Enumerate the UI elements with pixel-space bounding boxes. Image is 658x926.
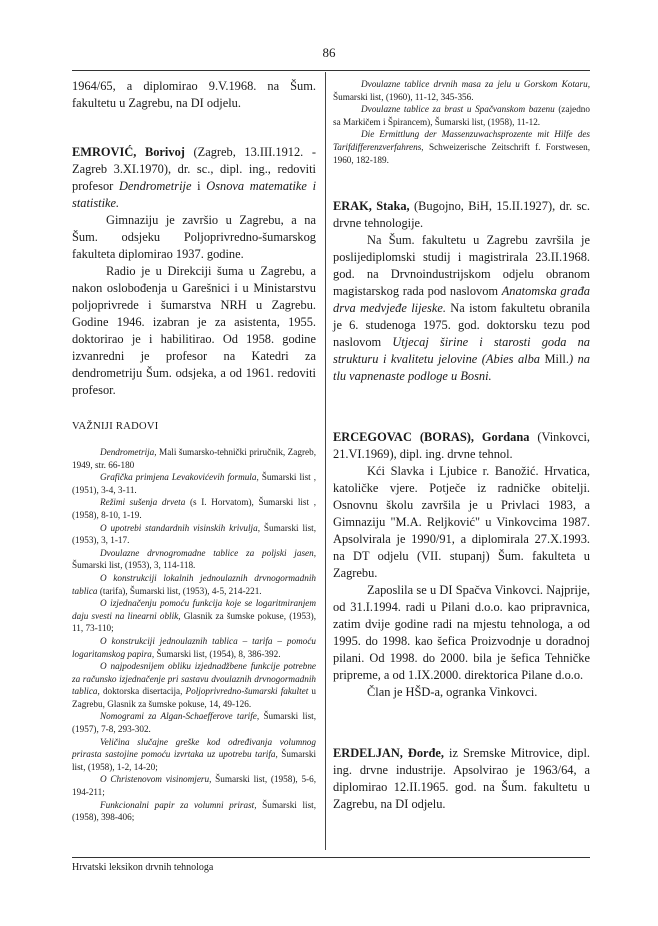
work-details: doktorska disertacija, [99, 686, 186, 697]
work-title-secondary: Poljoprivredno-šumarski fakultet [185, 686, 309, 697]
work-item [72, 471, 316, 496]
emrovic-intro: (Zagreb, 13.III.1912. - Zagreb 3.XI.1970), dr. sc., dipl. ing., redoviti profesor [72, 145, 316, 193]
work-title: Nomogrami za Algan-Schaefferove tarife, [100, 711, 260, 722]
ercegovac-heading [333, 429, 590, 463]
erak-dissertation-end: ) na tlu vapnenaste podloge u Bosni. [333, 352, 590, 384]
work-title: O izjednačenju pomoću funkcija koje se logaritmiranjem daju svesti na linearni oblik, [72, 598, 316, 621]
erak-mill: Mill. [544, 352, 569, 367]
emrovic-subject-2: Osnova matematike i statistike. [72, 179, 317, 210]
work-details: Šumarski list , (1951), 3-4, 3-11. [72, 472, 316, 495]
erdeljan-intro: iz Sremske Mitrovice, dipl. ing. drvne industrije. Apsolvirao je 1963/64, a diplomirao 12.II.1965. god. na Šum. fakultetu u Zagrebu, na DI odjelu. [333, 746, 591, 812]
entry-erak [333, 198, 590, 385]
ercegovac-intro: (Vinkovci, 21.VI.1969), dipl. ing. drvne tehnol. [333, 430, 590, 462]
ercegovac-paragraph-3: Član je HŠD-a, ogranka Vinkovci. [367, 685, 538, 700]
erak-thesis-title: Anatomska građa drva medvjeđe lijeske. [333, 284, 591, 316]
left-column [72, 78, 316, 824]
work-title: Dvoulazne tablice za brast u Spačvanskom bazenu [361, 104, 555, 115]
ercegovac-paragraph-2: Zaposlila se u DI Spačva Vinkovci. Najprije, od 31.I.1994. radi u Pilani d.o.o. kao pripravnica, zatim dvije godine radi na mjestu tehnologa, a od 1995. do 1998. kao šefica Proizvodnje u doradnoj pilani. Od 1998. do 2000. bila je šefica Tehničke pripreme, a od 1.IX.2000. direktorica Pilane d.o.o. [333, 583, 590, 683]
erak-name: ERAK, Staka, [333, 199, 410, 214]
work-item [72, 446, 316, 471]
work-item [72, 597, 316, 635]
erak-text-b: Na istom fakultetu obranila je 6. studenoga 1975. god. doktorsku tezu pod naslovom [333, 301, 590, 350]
erak-paragraph [333, 232, 590, 385]
work-title: Dendrometrija, [100, 447, 157, 457]
work-item [333, 103, 590, 128]
work-title: Dvoulazne tablice drvnih masa za jelu u Gorskom Kotaru, [361, 79, 590, 89]
emrovic-paragraph-2: Radio je u Direkciji šuma u Zagrebu, a nakon oslobođenja u Garešnici i u Ministarstvu poljoprivrede i šumarstva NRH u Zagrebu. Godine 1946. izabran je za asistenta, 1955. doktorirao je i habilitirao. Od 1958. godine izvanredni je profesor na Katedri za dendrometriju Šum. odsjeka, a od 1961. redoviti profesor. [72, 264, 316, 397]
work-details: Šumarski list, (1953), 3, 114-118. [72, 560, 196, 571]
header-rule [72, 70, 590, 71]
work-details: Šumarski list, (1957), 7-8, 293-302. [72, 711, 316, 735]
erak-heading [333, 198, 590, 232]
work-title: O upotrebi standardnih visinskih krivulja, [100, 522, 261, 533]
work-details: (zajedno sa Markičem i Špirancem), Šumarski list, (1958), 11-12. [333, 104, 590, 127]
emrovic-heading [72, 144, 316, 212]
erdeljan-heading [333, 745, 590, 813]
work-item [72, 799, 316, 824]
work-item [72, 635, 316, 660]
work-details: Šumarski list, (1960), 11-12, 345-356. [333, 91, 474, 102]
work-details: Šumarski list, (1958), 1-2, 14-20; [72, 749, 317, 772]
footer-rule [72, 857, 590, 858]
work-title: Režimi sušenja drveta [100, 497, 186, 508]
work-item [72, 710, 316, 735]
work-item [72, 660, 316, 710]
work-title: Dvoulazne drvnogromadne tablice za poljski jasen, [100, 547, 316, 558]
work-details: Šumarski list, (1953), 3, 1-17. [72, 522, 316, 546]
works-list-left [72, 446, 316, 824]
work-details: Šumarski list, (1958), 398-406; [72, 799, 316, 823]
work-item [72, 496, 316, 521]
work-details: (tarifa), Šumarski list, (1953), 4-5, 214-221. [97, 585, 262, 596]
works-list-right [333, 78, 590, 166]
work-details: Šumarski list, (1954), 8, 386-392. [154, 648, 281, 659]
entry-ercegovac [333, 429, 590, 701]
work-title: O konstrukciji lokalnih jednoulaznih drvnogormadnih tablica [72, 572, 316, 596]
emrovic-name: EMROVIĆ, Borivoj [72, 145, 185, 159]
work-title: Funkcionalni papir za volumni prirast, [100, 799, 257, 810]
work-item [333, 78, 590, 103]
work-item [72, 547, 316, 572]
ercegovac-paragraph-1: Kći Slavka i Ljubice r. Banožić. Hrvatica, katoličke vjere. Potječe iz radničke obitelji. Osnovnu školu završila je u Privlaci 1983, a Gimnaziju "M.A. Reljković" u Vinkovcima 1987. Apsolvirala je 1990/91, a diplomirala 27.X.1993. na DT odjelu (VII. stupanj) Šum. fakulteta u Zagrebu. [333, 464, 590, 581]
entry-erdeljan [333, 745, 590, 813]
work-title: Veličina slučajne greške kod određivanja volumnog prirasta sastojine pomoću izvrtaka uz upotrebu tarifa, [72, 736, 316, 760]
continuation-text: 1964/65, a diplomirao 9.V.1968. na Šum. fakultetu u Zagrebu, na DI odjelu. [72, 79, 316, 110]
work-title: Die Ermittlung der Massenzuwachsprozente mit Hilfe des Tarifdifferenzverfahrens, [333, 129, 590, 152]
work-details: Glasnik za šumske pokuse, (1953), 11, 73-110; [72, 610, 316, 634]
work-item [72, 522, 316, 547]
work-title: Grafička primjena Levakovićevih formula, [100, 472, 259, 483]
right-column [333, 78, 590, 813]
works-label: VAŽNIJI RADOVI [72, 421, 159, 432]
emrovic-subject-1: Dendrometrije [118, 179, 192, 193]
erak-dissertation-title: Utjecaj širine i starosti goda na strukturu i kvalitetu jelovine (Abies alba [333, 335, 590, 367]
entry-emrovic [72, 144, 316, 399]
footer-text: Hrvatski leksikon drvnih tehnologa [72, 862, 214, 873]
erak-intro: (Bugojno, BiH, 15.II.1927), dr. sc. drvne tehnologije. [333, 199, 590, 231]
work-title: O najpodesnijem obliku izjednadžbene funkcije potrebne za računsko izjednačenje pri sastavu dvoulaznih drvnogormadnih tablica, [72, 661, 316, 697]
work-item [333, 128, 590, 166]
column-divider [325, 72, 326, 850]
work-details: Šumarski list, (1958), 5-6, 194-211; [72, 774, 316, 798]
work-title: O konstrukciji jednoulaznih tablica – tarifa – pomoću logaritamskog papira, [72, 635, 316, 659]
erak-text-a: Na Šum. fakultetu u Zagrebu završila je poslijediplomski studij i magistrirala 23.II.1968. god. na Drvnoindustrijskom odjelu obranom magistarskog rada pod naslovom [333, 233, 590, 299]
work-title: O Christenovom visinomjeru, [100, 774, 212, 785]
ercegovac-name: ERCEGOVAC (BORAS), Gordana [333, 430, 530, 445]
work-details: (s I. Horvatom), Šumarski list , (1958), 8-10, 1-19. [72, 497, 316, 520]
emrovic-paragraph-1: Gimnaziju je završio u Zagrebu, a na Šum. odsjeku Poljoprivredno-šumarskog fakulteta diplomirao 1937. godine. [72, 213, 316, 261]
erdeljan-name: ERDELJAN, Đorđe, [333, 746, 445, 761]
work-details: Mali šumarsko-tehnički priručnik, Zagreb, 1949, str. 66-180 [72, 447, 316, 470]
work-item [72, 736, 316, 774]
work-details-secondary: u Zagrebu, Glasnik za šumske pokuse, 14, 49-126. [72, 686, 316, 709]
work-item [72, 773, 316, 798]
page-number: 86 [322, 45, 336, 60]
work-item [72, 572, 316, 597]
emrovic-and: i [191, 179, 207, 193]
work-details: Schweizerische Zeitschrift f. Forstwesen, 1960, 182-189. [333, 141, 590, 165]
